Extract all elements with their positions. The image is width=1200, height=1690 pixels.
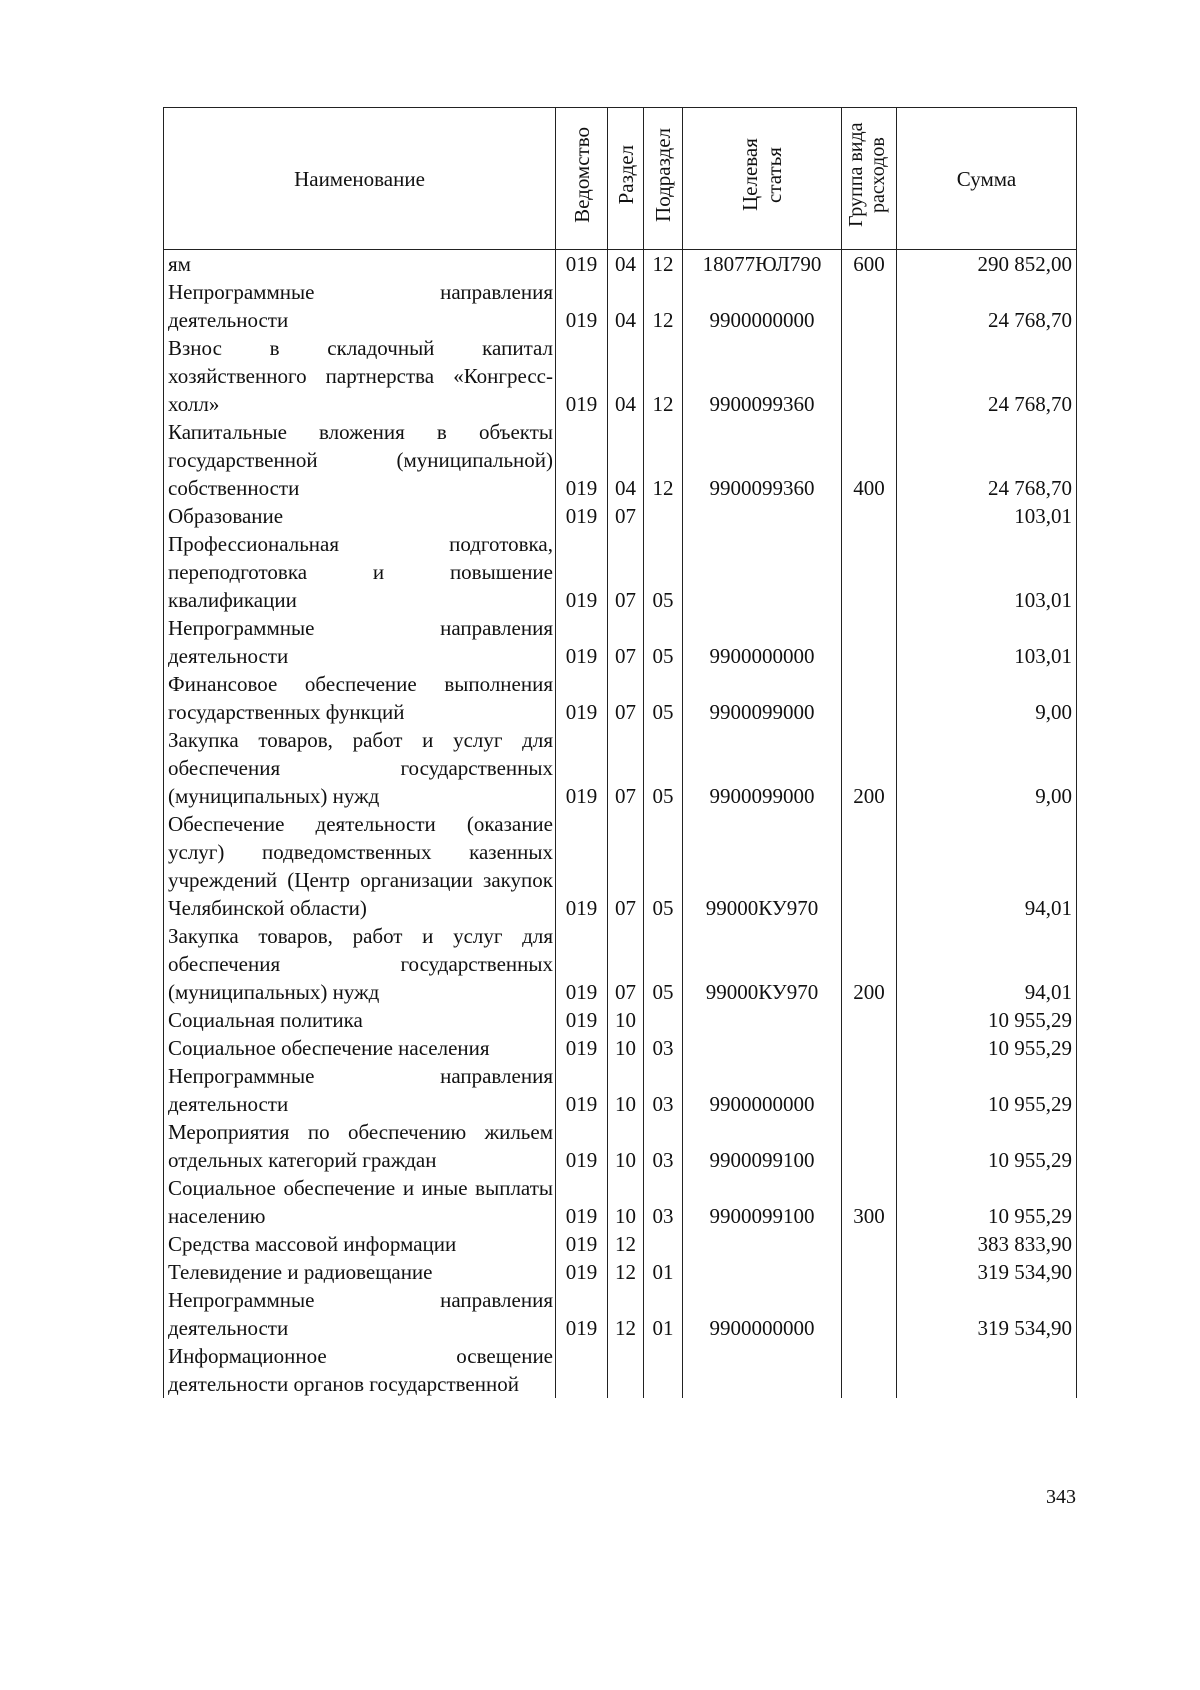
cell-name: Обеспечение деятельности (оказание услуг) подведомственных казенных учреждений (Центр организации закупок Челябинской области) xyxy=(164,810,556,922)
cell-cs xyxy=(683,1006,842,1034)
header-ved: Ведомство xyxy=(556,108,608,250)
cell-cs: 9900000000 xyxy=(683,614,842,670)
table-row xyxy=(164,278,1077,334)
cell-name: Закупка товаров, работ и услуг для обеспечения государственных (муниципальных) нужд xyxy=(164,922,556,1006)
cell-rz: 10 xyxy=(608,1034,644,1062)
cell-ved: 019 xyxy=(556,1258,608,1286)
cell-pr: 01 xyxy=(644,1258,683,1286)
table-row xyxy=(164,1062,1077,1118)
cell-name: Информационное освещение деятельности органов государственной xyxy=(164,1342,556,1398)
cell-cs xyxy=(683,502,842,530)
header-summa: Сумма xyxy=(897,108,1077,250)
cell-vr xyxy=(842,1342,897,1398)
cell-vr xyxy=(842,278,897,334)
cell-rz: 12 xyxy=(608,1258,644,1286)
table-row xyxy=(164,810,1077,922)
cell-ved: 019 xyxy=(556,810,608,922)
cell-pr: 01 xyxy=(644,1286,683,1342)
cell-pr: 03 xyxy=(644,1034,683,1062)
cell-cs: 9900099360 xyxy=(683,418,842,502)
cell-pr: 05 xyxy=(644,922,683,1006)
cell-ved: 019 xyxy=(556,278,608,334)
cell-name: ям xyxy=(164,250,556,279)
cell-sum: 383 833,90 xyxy=(897,1230,1077,1258)
cell-vr xyxy=(842,1006,897,1034)
cell-vr: 200 xyxy=(842,726,897,810)
cell-pr: 05 xyxy=(644,530,683,614)
cell-cs: 99000КУ970 xyxy=(683,922,842,1006)
header-celevaya: Целевая статья xyxy=(683,108,842,250)
cell-sum: 94,01 xyxy=(897,922,1077,1006)
table-row xyxy=(164,614,1077,670)
table-row xyxy=(164,922,1077,1006)
cell-sum: 24 768,70 xyxy=(897,334,1077,418)
table-row xyxy=(164,1006,1077,1034)
cell-vr xyxy=(842,530,897,614)
cell-cs: 9900099000 xyxy=(683,670,842,726)
table-row xyxy=(164,334,1077,418)
table-row xyxy=(164,530,1077,614)
cell-ved: 019 xyxy=(556,1286,608,1342)
cell-sum: 24 768,70 xyxy=(897,278,1077,334)
table-row xyxy=(164,1174,1077,1230)
cell-ved: 019 xyxy=(556,726,608,810)
cell-vr: 600 xyxy=(842,250,897,279)
cell-sum: 94,01 xyxy=(897,810,1077,922)
cell-ved: 019 xyxy=(556,334,608,418)
cell-pr: 03 xyxy=(644,1062,683,1118)
header-podrazdel: Подраздел xyxy=(644,108,683,250)
table-row xyxy=(164,1286,1077,1342)
cell-cs: 9900099000 xyxy=(683,726,842,810)
cell-ved: 019 xyxy=(556,1118,608,1174)
cell-sum: 10 955,29 xyxy=(897,1006,1077,1034)
cell-cs: 9900099360 xyxy=(683,334,842,418)
cell-ved: 019 xyxy=(556,502,608,530)
cell-pr: 05 xyxy=(644,810,683,922)
cell-rz: 07 xyxy=(608,810,644,922)
cell-pr: 12 xyxy=(644,278,683,334)
table-row xyxy=(164,502,1077,530)
cell-name: Социальное обеспечение населения xyxy=(164,1034,556,1062)
table-row xyxy=(164,250,1077,279)
table-row xyxy=(164,670,1077,726)
cell-cs: 99000КУ970 xyxy=(683,810,842,922)
cell-sum: 10 955,29 xyxy=(897,1034,1077,1062)
cell-ved: 019 xyxy=(556,614,608,670)
cell-rz: 04 xyxy=(608,250,644,279)
cell-cs: 9900000000 xyxy=(683,1062,842,1118)
cell-sum: 319 534,90 xyxy=(897,1286,1077,1342)
cell-name: Средства массовой информации xyxy=(164,1230,556,1258)
cell-sum: 9,00 xyxy=(897,726,1077,810)
cell-pr xyxy=(644,502,683,530)
cell-rz: 04 xyxy=(608,334,644,418)
cell-cs: 9900099100 xyxy=(683,1174,842,1230)
cell-cs xyxy=(683,1034,842,1062)
cell-name: Капитальные вложения в объекты государственной (муниципальной) собственности xyxy=(164,418,556,502)
cell-cs: 9900000000 xyxy=(683,1286,842,1342)
table-row xyxy=(164,1230,1077,1258)
cell-pr: 05 xyxy=(644,726,683,810)
budget-table xyxy=(163,107,1077,1398)
cell-sum: 103,01 xyxy=(897,502,1077,530)
cell-rz: 10 xyxy=(608,1006,644,1034)
cell-vr xyxy=(842,334,897,418)
cell-sum: 319 534,90 xyxy=(897,1258,1077,1286)
cell-pr xyxy=(644,1230,683,1258)
cell-pr: 12 xyxy=(644,334,683,418)
cell-rz xyxy=(608,1342,644,1398)
cell-vr xyxy=(842,1118,897,1174)
page-number: 343 xyxy=(1046,1486,1076,1508)
cell-rz: 07 xyxy=(608,614,644,670)
cell-rz: 10 xyxy=(608,1118,644,1174)
cell-sum: 290 852,00 xyxy=(897,250,1077,279)
cell-name: Непрограммные направления деятельности xyxy=(164,614,556,670)
cell-cs xyxy=(683,1342,842,1398)
cell-name: Закупка товаров, работ и услуг для обеспечения государственных (муниципальных) нужд xyxy=(164,726,556,810)
header-razdel: Раздел xyxy=(608,108,644,250)
cell-cs: 9900000000 xyxy=(683,278,842,334)
cell-name: Взнос в складочный капитал хозяйственного партнерства «Конгресс-холл» xyxy=(164,334,556,418)
cell-name: Непрограммные направления деятельности xyxy=(164,278,556,334)
cell-vr xyxy=(842,502,897,530)
header-gruppa: Группа вида расходов xyxy=(842,108,897,250)
cell-vr: 300 xyxy=(842,1174,897,1230)
cell-vr: 400 xyxy=(842,418,897,502)
cell-sum: 24 768,70 xyxy=(897,418,1077,502)
cell-ved: 019 xyxy=(556,250,608,279)
cell-name: Профессиональная подготовка, переподготовка и повышение квалификации xyxy=(164,530,556,614)
cell-cs: 18077ЮЛ790 xyxy=(683,250,842,279)
cell-pr xyxy=(644,1342,683,1398)
cell-cs xyxy=(683,1230,842,1258)
cell-rz: 04 xyxy=(608,278,644,334)
cell-rz: 12 xyxy=(608,1286,644,1342)
cell-vr xyxy=(842,670,897,726)
cell-cs: 9900099100 xyxy=(683,1118,842,1174)
table-row xyxy=(164,1258,1077,1286)
cell-vr xyxy=(842,1034,897,1062)
cell-name: Телевидение и радиовещание xyxy=(164,1258,556,1286)
cell-rz: 07 xyxy=(608,922,644,1006)
cell-name: Мероприятия по обеспечению жильем отдельных категорий граждан xyxy=(164,1118,556,1174)
cell-vr xyxy=(842,1230,897,1258)
cell-sum: 9,00 xyxy=(897,670,1077,726)
cell-pr: 12 xyxy=(644,250,683,279)
cell-vr xyxy=(842,1062,897,1118)
cell-name: Непрограммные направления деятельности xyxy=(164,1062,556,1118)
cell-ved: 019 xyxy=(556,418,608,502)
cell-name: Непрограммные направления деятельности xyxy=(164,1286,556,1342)
cell-pr: 12 xyxy=(644,418,683,502)
cell-cs xyxy=(683,530,842,614)
cell-ved: 019 xyxy=(556,1006,608,1034)
table-row xyxy=(164,1342,1077,1398)
cell-sum: 10 955,29 xyxy=(897,1118,1077,1174)
cell-pr: 05 xyxy=(644,614,683,670)
cell-rz: 07 xyxy=(608,726,644,810)
cell-rz: 07 xyxy=(608,530,644,614)
cell-cs xyxy=(683,1258,842,1286)
cell-pr: 03 xyxy=(644,1118,683,1174)
cell-pr xyxy=(644,1006,683,1034)
cell-name: Финансовое обеспечение выполнения государственных функций xyxy=(164,670,556,726)
table-row xyxy=(164,1034,1077,1062)
cell-sum: 10 955,29 xyxy=(897,1062,1077,1118)
cell-rz: 04 xyxy=(608,418,644,502)
cell-pr: 03 xyxy=(644,1174,683,1230)
cell-ved: 019 xyxy=(556,922,608,1006)
cell-rz: 10 xyxy=(608,1062,644,1118)
cell-vr xyxy=(842,1258,897,1286)
cell-rz: 07 xyxy=(608,670,644,726)
cell-vr xyxy=(842,614,897,670)
cell-vr: 200 xyxy=(842,922,897,1006)
cell-ved: 019 xyxy=(556,530,608,614)
cell-name: Социальное обеспечение и иные выплаты населению xyxy=(164,1174,556,1230)
cell-ved: 019 xyxy=(556,670,608,726)
cell-ved xyxy=(556,1342,608,1398)
cell-rz: 07 xyxy=(608,502,644,530)
header-name: Наименование xyxy=(164,108,556,250)
cell-vr xyxy=(842,1286,897,1342)
table-row xyxy=(164,726,1077,810)
cell-ved: 019 xyxy=(556,1062,608,1118)
cell-name: Социальная политика xyxy=(164,1006,556,1034)
cell-name: Образование xyxy=(164,502,556,530)
cell-sum: 103,01 xyxy=(897,614,1077,670)
cell-sum: 10 955,29 xyxy=(897,1174,1077,1230)
cell-pr: 05 xyxy=(644,670,683,726)
cell-vr xyxy=(842,810,897,922)
cell-rz: 10 xyxy=(608,1174,644,1230)
cell-ved: 019 xyxy=(556,1034,608,1062)
header-row xyxy=(164,108,1077,250)
cell-ved: 019 xyxy=(556,1230,608,1258)
table-row xyxy=(164,1118,1077,1174)
cell-rz: 12 xyxy=(608,1230,644,1258)
cell-sum xyxy=(897,1342,1077,1398)
cell-sum: 103,01 xyxy=(897,530,1077,614)
table-row xyxy=(164,418,1077,502)
cell-ved: 019 xyxy=(556,1174,608,1230)
